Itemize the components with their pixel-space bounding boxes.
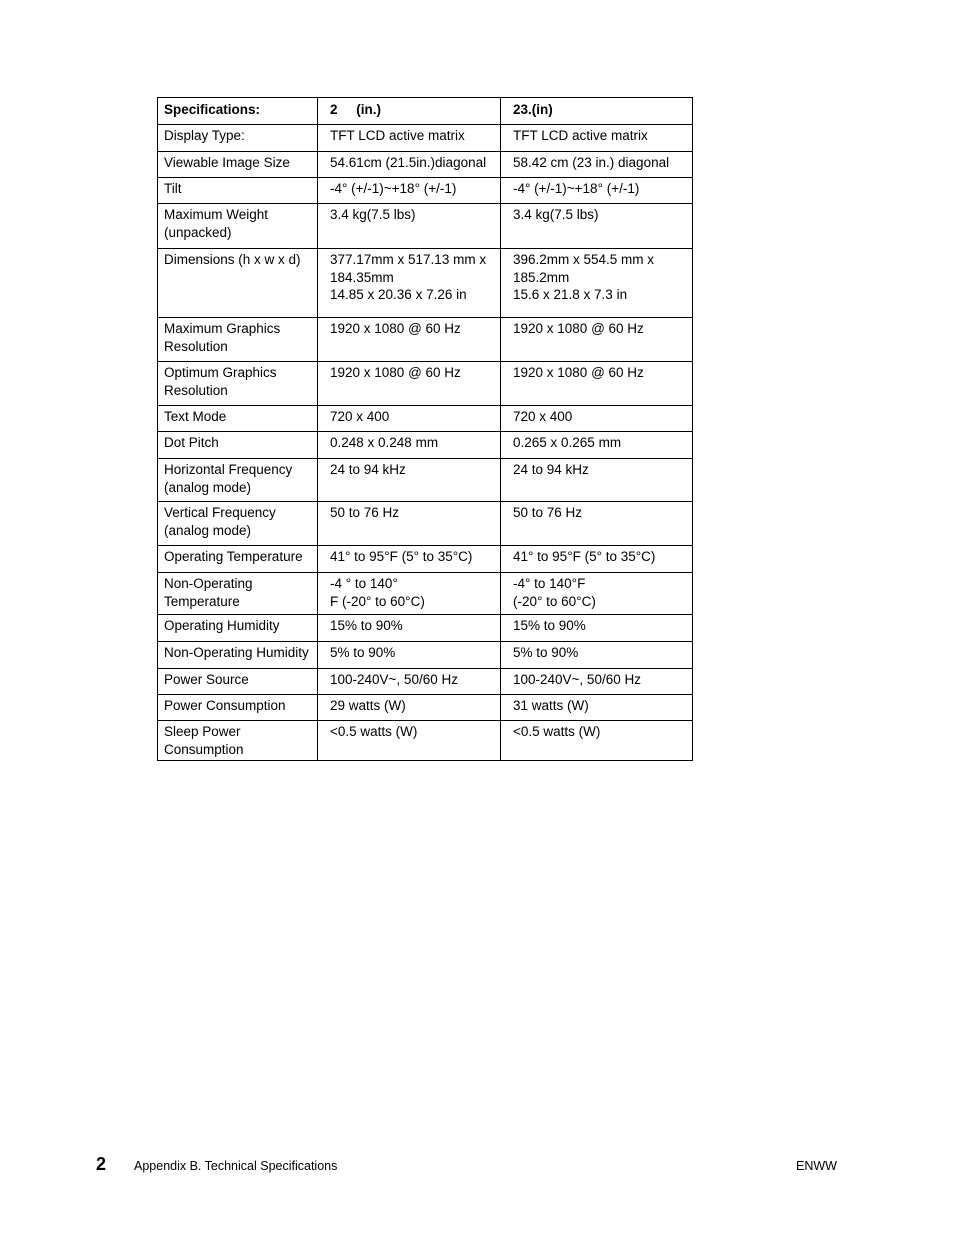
row-label: [158, 642, 318, 669]
page-number: 2: [96, 1154, 107, 1174]
table-row: [158, 642, 693, 669]
cell-text: 24 to 94 kHz: [330, 462, 406, 477]
cell-text: 3.4 kg(7.5 lbs): [513, 207, 599, 222]
row-value-size-2: [501, 502, 693, 546]
row-value-size-2: [501, 125, 693, 152]
row-value-size-2: [501, 642, 693, 669]
table-row: [158, 573, 693, 615]
cell-text: Non-Operating Humidity: [164, 645, 309, 660]
table-row: [158, 721, 693, 761]
cell-text: 50 to 76 Hz: [513, 505, 583, 520]
table-row: [158, 502, 693, 546]
row-value-size-1: [318, 432, 501, 459]
cell-text: 5% to 90%: [330, 645, 396, 660]
cell-text: 29 watts (W): [330, 698, 406, 713]
row-value-size-1: [318, 178, 501, 204]
row-value-size-1: [318, 669, 501, 695]
cell-text: TFT LCD active matrix: [330, 128, 465, 143]
cell-text: 720 x 400: [513, 409, 573, 424]
row-label: [158, 125, 318, 152]
row-value-size-1: [318, 125, 501, 152]
row-label: [158, 695, 318, 721]
cell-text: 15% to 90%: [330, 618, 403, 633]
table-row: [158, 669, 693, 695]
table-row: [158, 249, 693, 318]
row-value-size-1: [318, 406, 501, 432]
cell-text: <0.5 watts (W): [513, 724, 601, 739]
cell-text: 377.17mm x 517.13 mm x 184.35mm 14.85 x 20.36 x 7.26 in: [330, 252, 487, 302]
cell-text: -4° to 140°F (-20° to 60°C): [513, 576, 596, 609]
cell-text: 58.42 cm (23 in.) diagonal: [513, 155, 670, 170]
specifications-table: [157, 97, 693, 761]
row-label: [158, 204, 318, 249]
row-value-size-1: [318, 459, 501, 502]
cell-text: 0.265 x 0.265 mm: [513, 435, 622, 450]
footer-section-title: Appendix B. Technical Specifications: [134, 1159, 338, 1173]
cell-text: Maximum Graphics Resolution: [164, 321, 281, 354]
header-size-1: 2 (in.): [318, 98, 501, 125]
footer-doc-code: ENWW: [796, 1159, 837, 1173]
row-label: [158, 721, 318, 761]
cell-text: 100-240V~, 50/60 Hz: [513, 672, 641, 687]
cell-text: Text Mode: [164, 409, 227, 424]
cell-text: 54.61cm (21.5in.)diagonal: [330, 155, 487, 170]
row-value-size-2: [501, 573, 693, 615]
row-value-size-1: [318, 573, 501, 615]
table-row: [158, 546, 693, 573]
cell-text: Non-Operating Temperature: [164, 576, 253, 609]
row-value-size-2: [501, 695, 693, 721]
table-row: [158, 318, 693, 362]
row-value-size-2: [501, 459, 693, 502]
table-row: [158, 152, 693, 178]
row-value-size-2: [501, 362, 693, 406]
table-row: [158, 406, 693, 432]
row-label: [158, 669, 318, 695]
cell-text: 41° to 95°F (5° to 35°C): [513, 549, 656, 564]
cell-text: 15% to 90%: [513, 618, 586, 633]
cell-text: Horizontal Frequency (analog mode): [164, 462, 293, 495]
row-value-size-2: [501, 249, 693, 318]
cell-text: Operating Temperature: [164, 549, 303, 564]
cell-text: Dimensions (h x w x d): [164, 252, 301, 267]
cell-text: 50 to 76 Hz: [330, 505, 400, 520]
cell-text: 31 watts (W): [513, 698, 589, 713]
table-row: [158, 362, 693, 406]
cell-text: -4° (+/-1)~+18° (+/-1): [513, 181, 640, 196]
row-value-size-1: [318, 721, 501, 761]
row-label: [158, 432, 318, 459]
row-value-size-2: [501, 432, 693, 459]
table-header-row: [158, 98, 693, 125]
table-row: [158, 204, 693, 249]
row-label: [158, 178, 318, 204]
cell-text: 24 to 94 kHz: [513, 462, 589, 477]
row-value-size-1: [318, 152, 501, 178]
cell-text: 100-240V~, 50/60 Hz: [330, 672, 458, 687]
table-row: [158, 459, 693, 502]
row-label: [158, 459, 318, 502]
row-value-size-1: [318, 546, 501, 573]
cell-text: Display Type:: [164, 128, 245, 143]
row-value-size-2: [501, 318, 693, 362]
cell-text: Sleep Power Consumption: [164, 724, 244, 757]
cell-text: 0.248 x 0.248 mm: [330, 435, 439, 450]
row-label: [158, 249, 318, 318]
cell-text: 1920 x 1080 @ 60 Hz: [513, 321, 644, 336]
cell-text: 5% to 90%: [513, 645, 579, 660]
row-label: [158, 152, 318, 178]
row-value-size-2: [501, 546, 693, 573]
row-label: [158, 362, 318, 406]
table-row: [158, 125, 693, 152]
row-label: [158, 502, 318, 546]
cell-text: Viewable Image Size: [164, 155, 290, 170]
cell-text: Vertical Frequency (analog mode): [164, 505, 276, 538]
row-value-size-1: [318, 204, 501, 249]
row-value-size-1: [318, 249, 501, 318]
row-label: [158, 406, 318, 432]
row-value-size-1: [318, 502, 501, 546]
cell-text: 1920 x 1080 @ 60 Hz: [330, 321, 461, 336]
cell-text: 41° to 95°F (5° to 35°C): [330, 549, 473, 564]
cell-text: 720 x 400: [330, 409, 390, 424]
row-value-size-2: [501, 406, 693, 432]
cell-text: 396.2mm x 554.5 mm x 185.2mm 15.6 x 21.8 x 7.3 in: [513, 252, 655, 302]
row-value-size-2: [501, 615, 693, 642]
row-value-size-1: [318, 695, 501, 721]
row-value-size-1: [318, 615, 501, 642]
cell-text: Operating Humidity: [164, 618, 280, 633]
cell-text: Power Consumption: [164, 698, 286, 713]
row-value-size-2: [501, 152, 693, 178]
cell-text: 1920 x 1080 @ 60 Hz: [513, 365, 644, 380]
row-label: [158, 615, 318, 642]
cell-text: 1920 x 1080 @ 60 Hz: [330, 365, 461, 380]
row-value-size-2: [501, 669, 693, 695]
cell-text: Dot Pitch: [164, 435, 219, 450]
row-value-size-2: [501, 721, 693, 761]
row-label: [158, 573, 318, 615]
row-label: [158, 546, 318, 573]
row-label: [158, 318, 318, 362]
row-value-size-2: [501, 178, 693, 204]
row-value-size-1: [318, 642, 501, 669]
table-row: [158, 695, 693, 721]
cell-text: Maximum Weight (unpacked): [164, 207, 269, 240]
table-row: [158, 615, 693, 642]
cell-text: Power Source: [164, 672, 249, 687]
row-value-size-1: [318, 318, 501, 362]
row-value-size-1: [318, 362, 501, 406]
cell-text: Optimum Graphics Resolution: [164, 365, 277, 398]
cell-text: -4 ° to 140° F (-20° to 60°C): [330, 576, 425, 609]
cell-text: <0.5 watts (W): [330, 724, 418, 739]
table-body: [158, 125, 693, 761]
table-row: [158, 432, 693, 459]
cell-text: TFT LCD active matrix: [513, 128, 648, 143]
table-row: [158, 178, 693, 204]
row-value-size-2: [501, 204, 693, 249]
header-size-2: 23.(in): [501, 98, 693, 125]
cell-text: Tilt: [164, 181, 182, 196]
cell-text: -4° (+/-1)~+18° (+/-1): [330, 181, 457, 196]
header-specifications: Specifications:: [158, 98, 318, 125]
cell-text: 3.4 kg(7.5 lbs): [330, 207, 416, 222]
